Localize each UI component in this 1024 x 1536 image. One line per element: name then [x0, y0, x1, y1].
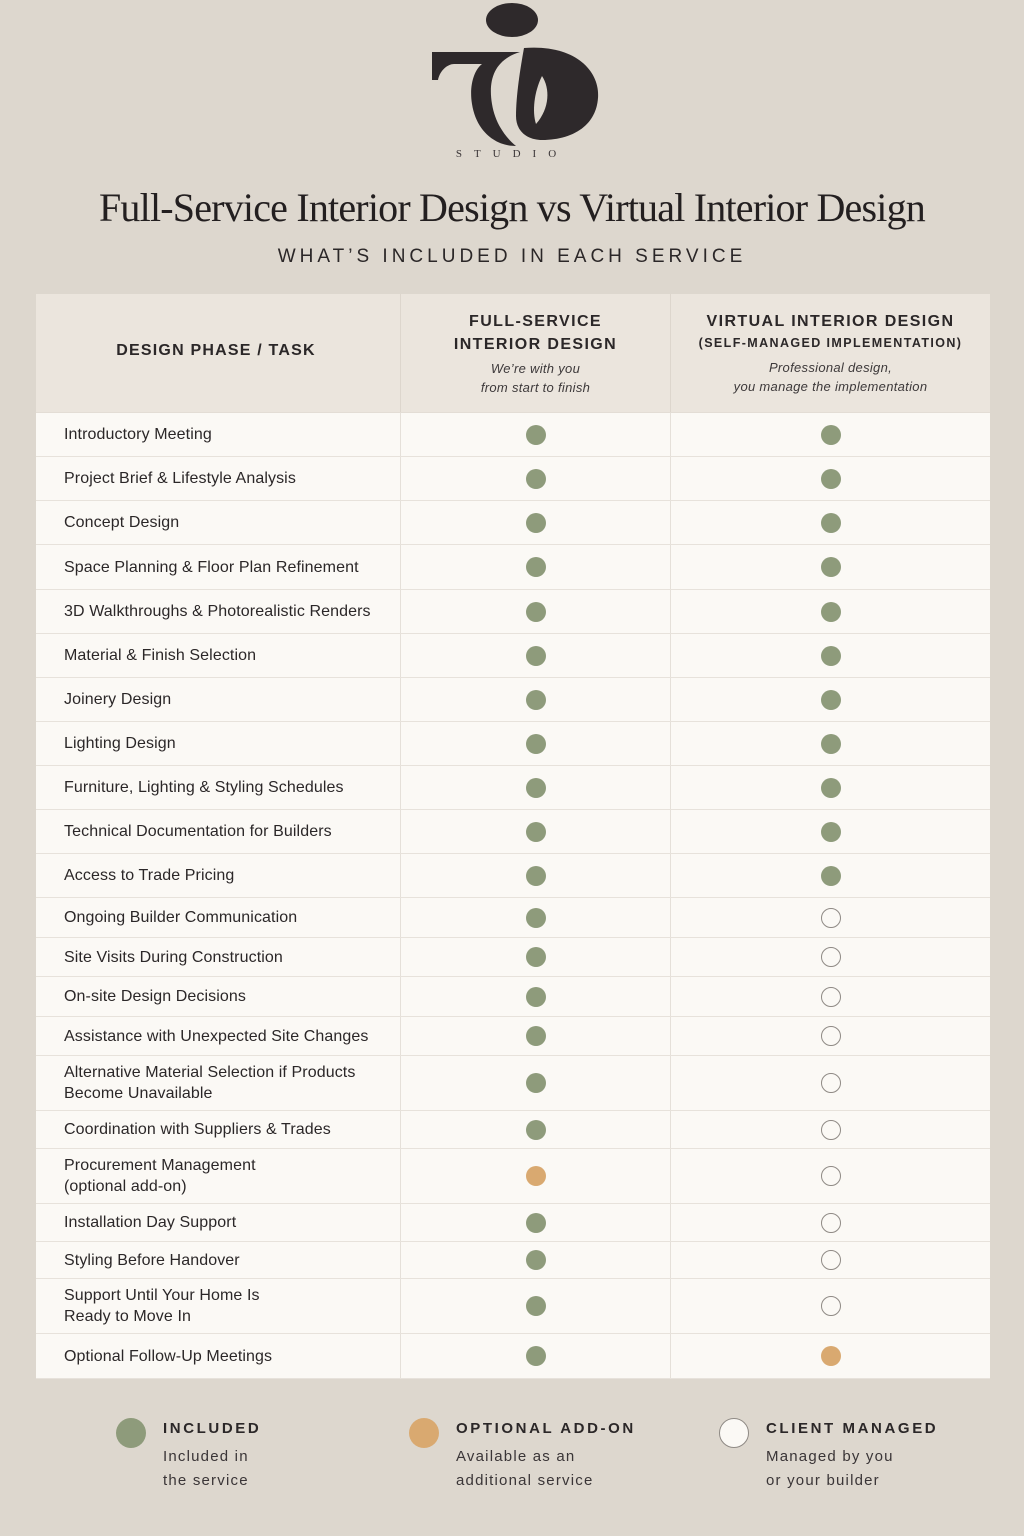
table-row: [36, 810, 990, 854]
table-row: [36, 457, 990, 501]
included-dot-icon: [821, 557, 841, 577]
table-row: [36, 898, 990, 938]
task-label: Assistance with Unexpected Site Changes: [64, 1027, 369, 1045]
task-cell: [36, 898, 401, 937]
client-managed-dot-icon: [821, 1296, 841, 1316]
full-service-status-cell: [401, 1204, 671, 1241]
task-cell: [36, 977, 401, 1016]
task-label: Joinery Design: [64, 691, 172, 708]
task-label: Optional Follow-Up Meetings: [64, 1347, 273, 1365]
included-dot-icon: [526, 1296, 546, 1316]
full-service-status-cell: [401, 634, 671, 677]
virtual-status-cell: [671, 1334, 990, 1378]
virtual-note-line1: Professional design,: [768, 360, 893, 375]
comparison-table: [36, 294, 990, 1379]
table-row: [36, 678, 990, 722]
client-managed-dot-icon: [719, 1418, 749, 1448]
included-dot-icon: [526, 947, 546, 967]
full-service-status-cell: [401, 1056, 671, 1110]
task-label: Lighting Design: [64, 735, 176, 752]
legend-title: CLIENT MANAGED: [766, 1420, 939, 1437]
full-service-status-cell: [401, 1111, 671, 1148]
task-cell: [36, 545, 401, 589]
page-subtitle: WHAT’S INCLUDED IN EACH SERVICE: [277, 246, 747, 267]
included-dot-icon: [526, 734, 546, 754]
full-service-status-cell: [401, 678, 671, 721]
task-cell: [36, 1111, 401, 1148]
included-dot-icon: [116, 1418, 146, 1448]
table-row: [36, 1056, 990, 1111]
full-service-status-cell: [401, 1017, 671, 1055]
task-label: Site Visits During Construction: [64, 948, 283, 966]
included-dot-icon: [526, 1073, 546, 1093]
included-dot-icon: [526, 1213, 546, 1233]
legend: [0, 1416, 1024, 1516]
task-cell: [36, 590, 401, 633]
client-managed-dot-icon: [821, 1120, 841, 1140]
task-cell: [36, 1017, 401, 1055]
task-label: On-site Design Decisions: [64, 988, 247, 1005]
page-title: Full-Service Interior Design vs Virtual Interior Design: [98, 185, 925, 230]
full-service-title-line1: FULL-SERVICE: [469, 313, 602, 330]
virtual-status-cell: [671, 501, 990, 544]
full-service-status-cell: [401, 1279, 671, 1333]
table-row: [36, 1242, 990, 1279]
virtual-status-cell: [671, 722, 990, 765]
full-service-status-cell: [401, 545, 671, 589]
table-row: [36, 1204, 990, 1242]
virtual-status-cell: [671, 457, 990, 500]
virtual-status-cell: [671, 545, 990, 589]
task-label: Ongoing Builder Communication: [64, 909, 298, 926]
task-cell: [36, 501, 401, 544]
virtual-status-cell: [671, 1111, 990, 1148]
studio-wordmark: STUDIO: [455, 148, 569, 160]
task-label: Styling Before Handover: [64, 1251, 240, 1269]
task-label: Support Until Your Home Is Ready to Move In: [64, 1287, 260, 1325]
task-cell: [36, 938, 401, 976]
included-dot-icon: [526, 1250, 546, 1270]
included-dot-icon: [821, 513, 841, 533]
virtual-status-cell: [671, 413, 990, 456]
client-managed-dot-icon: [821, 1166, 841, 1186]
client-managed-dot-icon: [821, 1213, 841, 1233]
table-row: [36, 1017, 990, 1056]
table-row: [36, 938, 990, 977]
virtual-status-cell: [671, 854, 990, 897]
task-label: 3D Walkthroughs & Photorealistic Renders: [64, 603, 371, 620]
full-service-status-cell: [401, 590, 671, 633]
task-cell: [36, 766, 401, 809]
included-dot-icon: [821, 822, 841, 842]
task-label: Access to Trade Pricing: [64, 867, 235, 884]
included-dot-icon: [526, 1346, 546, 1366]
full-service-status-cell: [401, 977, 671, 1016]
virtual-status-cell: [671, 766, 990, 809]
included-dot-icon: [526, 469, 546, 489]
full-service-status-cell: [401, 1242, 671, 1278]
task-label: Coordination with Suppliers & Trades: [64, 1121, 331, 1138]
full-service-note-line2: from start to finish: [480, 380, 591, 395]
table-row: [36, 766, 990, 810]
included-dot-icon: [526, 425, 546, 445]
virtual-status-cell: [671, 1056, 990, 1110]
task-cell: [36, 634, 401, 677]
included-dot-icon: [526, 557, 546, 577]
legend-description: Managed by you or your builder: [766, 1448, 894, 1489]
table-row: [36, 1279, 990, 1334]
task-label: Technical Documentation for Builders: [64, 823, 332, 840]
table-row: [36, 1111, 990, 1149]
virtual-status-cell: [671, 1149, 990, 1203]
virtual-status-cell: [671, 1242, 990, 1278]
included-dot-icon: [526, 778, 546, 798]
virtual-title-line1: VIRTUAL INTERIOR DESIGN: [706, 313, 955, 330]
virtual-status-cell: [671, 634, 990, 677]
task-cell: [36, 722, 401, 765]
included-dot-icon: [821, 602, 841, 622]
client-managed-dot-icon: [821, 1250, 841, 1270]
table-row: [36, 1149, 990, 1204]
full-service-status-cell: [401, 1334, 671, 1378]
included-dot-icon: [526, 987, 546, 1007]
virtual-status-cell: [671, 590, 990, 633]
table-header: [36, 294, 990, 413]
task-cell: [36, 1279, 401, 1333]
client-managed-dot-icon: [821, 987, 841, 1007]
task-column-header: [36, 294, 401, 412]
virtual-status-cell: [671, 678, 990, 721]
task-cell: [36, 1204, 401, 1241]
task-cell: [36, 457, 401, 500]
included-dot-icon: [526, 1026, 546, 1046]
client-managed-dot-icon: [821, 947, 841, 967]
full-service-status-cell: [401, 938, 671, 976]
task-cell: [36, 1149, 401, 1203]
task-header-label: DESIGN PHASE / TASK: [116, 342, 316, 359]
table-row: [36, 1334, 990, 1379]
virtual-status-cell: [671, 977, 990, 1016]
full-service-note-line1: We’re with you: [490, 361, 581, 376]
client-managed-dot-icon: [821, 1073, 841, 1093]
full-service-status-cell: [401, 722, 671, 765]
included-dot-icon: [821, 646, 841, 666]
task-cell: [36, 1334, 401, 1378]
included-dot-icon: [821, 778, 841, 798]
legend-description: Available as an additional service: [456, 1448, 594, 1489]
included-dot-icon: [526, 822, 546, 842]
virtual-column-header: [671, 294, 990, 412]
full-service-title-line2: INTERIOR DESIGN: [453, 336, 618, 353]
task-label: Alternative Material Selection if Products Become Unavailable: [64, 1064, 356, 1102]
virtual-status-cell: [671, 1204, 990, 1241]
full-service-status-cell: [401, 457, 671, 500]
virtual-status-cell: [671, 810, 990, 853]
included-dot-icon: [821, 866, 841, 886]
virtual-note-line2: you manage the implementation: [733, 379, 928, 394]
task-label: Material & Finish Selection: [64, 647, 257, 664]
studio-logo: [0, 0, 1024, 170]
client-managed-dot-icon: [821, 908, 841, 928]
virtual-title-line2: (SELF-MANAGED IMPLEMENTATION): [698, 336, 963, 350]
included-dot-icon: [526, 602, 546, 622]
table-row: [36, 545, 990, 590]
task-label: Space Planning & Floor Plan Refinement: [64, 558, 359, 576]
full-service-status-cell: [401, 766, 671, 809]
included-dot-icon: [821, 469, 841, 489]
optional-dot-icon: [821, 1346, 841, 1366]
id-monogram-logo: [424, 0, 604, 150]
full-service-status-cell: [401, 413, 671, 456]
legend-description: Included in the service: [163, 1448, 249, 1489]
included-dot-icon: [821, 690, 841, 710]
table-row: [36, 854, 990, 898]
task-cell: [36, 854, 401, 897]
virtual-status-cell: [671, 1279, 990, 1333]
included-dot-icon: [526, 646, 546, 666]
table-row: [36, 722, 990, 766]
full-service-status-cell: [401, 501, 671, 544]
virtual-status-cell: [671, 938, 990, 976]
table-row: [36, 413, 990, 457]
optional-dot-icon: [409, 1418, 439, 1448]
table-row: [36, 634, 990, 678]
included-dot-icon: [526, 690, 546, 710]
full-service-column-header: [401, 294, 671, 412]
full-service-status-cell: [401, 854, 671, 897]
task-cell: [36, 1056, 401, 1110]
table-row: [36, 977, 990, 1017]
included-dot-icon: [526, 908, 546, 928]
full-service-status-cell: [401, 898, 671, 937]
task-label: Project Brief & Lifestyle Analysis: [64, 470, 296, 487]
full-service-status-cell: [401, 1149, 671, 1203]
task-cell: [36, 678, 401, 721]
included-dot-icon: [526, 1120, 546, 1140]
virtual-status-cell: [671, 1017, 990, 1055]
included-dot-icon: [526, 866, 546, 886]
included-dot-icon: [526, 513, 546, 533]
task-cell: [36, 1242, 401, 1278]
task-cell: [36, 810, 401, 853]
client-managed-dot-icon: [821, 1026, 841, 1046]
optional-dot-icon: [526, 1166, 546, 1186]
task-label: Installation Day Support: [64, 1214, 237, 1231]
task-label: Introductory Meeting: [64, 426, 212, 443]
included-dot-icon: [821, 734, 841, 754]
table-row: [36, 501, 990, 545]
task-label: Concept Design: [64, 514, 180, 531]
table-body: [36, 413, 990, 1379]
legend-title: OPTIONAL ADD-ON: [456, 1420, 636, 1437]
task-label: Procurement Management (optional add-on): [64, 1157, 256, 1195]
table-row: [36, 590, 990, 634]
task-label: Furniture, Lighting & Styling Schedules: [64, 779, 344, 796]
legend-title: INCLUDED: [163, 1420, 262, 1437]
virtual-status-cell: [671, 898, 990, 937]
included-dot-icon: [821, 425, 841, 445]
full-service-status-cell: [401, 810, 671, 853]
task-cell: [36, 413, 401, 456]
